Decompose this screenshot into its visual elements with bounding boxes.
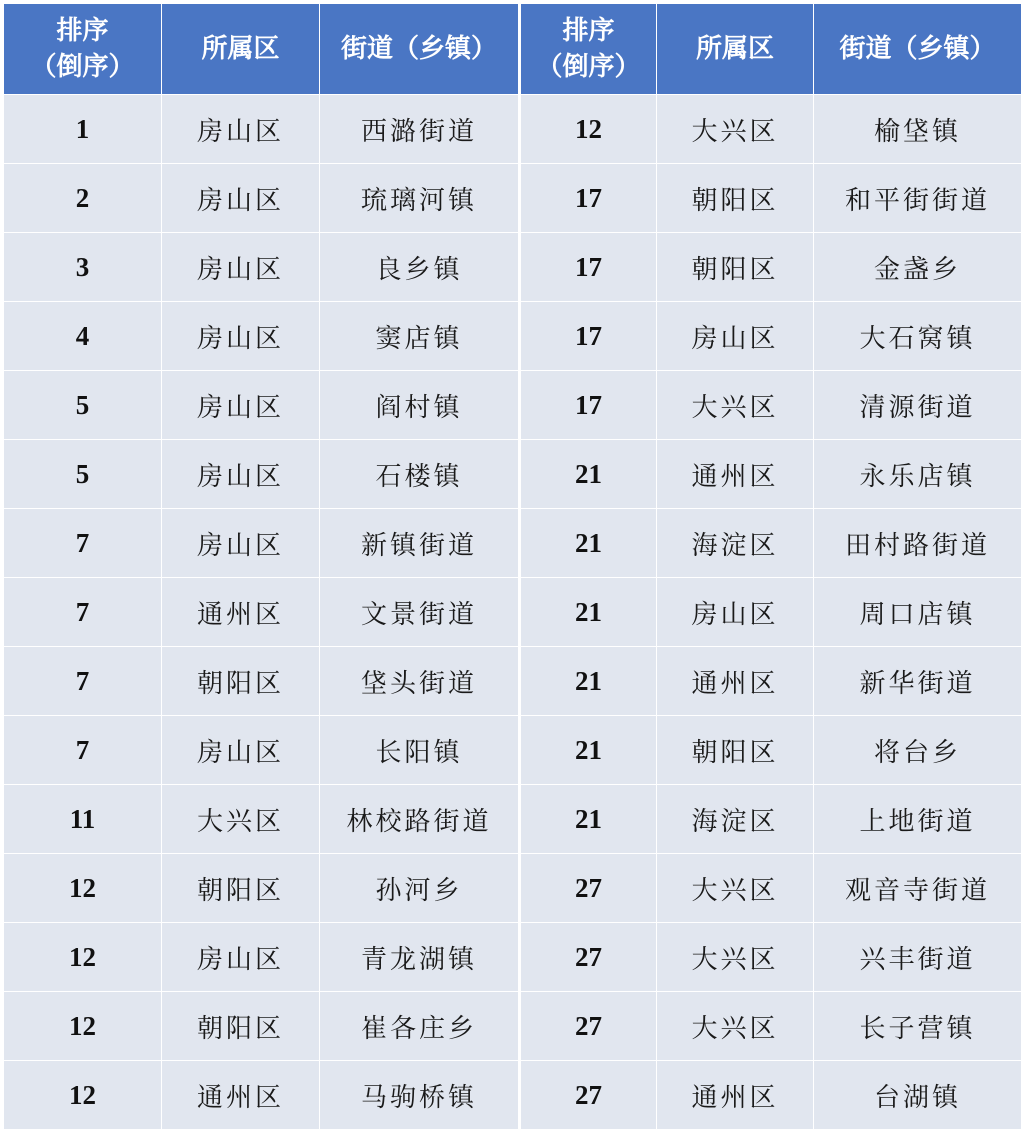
street-cell-right: 兴丰街道 xyxy=(814,923,1022,992)
street-cell-right: 大石窝镇 xyxy=(814,302,1022,371)
district-cell-right: 朝阳区 xyxy=(657,233,814,302)
street-cell-right: 台湖镇 xyxy=(814,1061,1022,1130)
street-cell-left: 青龙湖镇 xyxy=(320,923,520,992)
district-cell-right: 朝阳区 xyxy=(657,716,814,785)
district-cell-left: 房山区 xyxy=(162,302,320,371)
rank-cell-left: 12 xyxy=(4,1061,162,1130)
district-cell-right: 房山区 xyxy=(657,302,814,371)
header-street-right: 街道（乡镇） xyxy=(814,4,1022,95)
street-cell-left: 石楼镇 xyxy=(320,440,520,509)
rank-cell-left: 7 xyxy=(4,647,162,716)
rank-cell-left: 7 xyxy=(4,578,162,647)
table-row xyxy=(4,302,1022,371)
rank-cell-left: 12 xyxy=(4,992,162,1061)
street-cell-left: 良乡镇 xyxy=(320,233,520,302)
street-cell-right: 将台乡 xyxy=(814,716,1022,785)
street-cell-right: 清源街道 xyxy=(814,371,1022,440)
header-rank-right xyxy=(520,4,657,95)
table-header xyxy=(4,4,1022,95)
header-rank-line1: 排序 xyxy=(562,16,615,46)
street-cell-right: 田村路街道 xyxy=(814,509,1022,578)
table-row xyxy=(4,1061,1022,1130)
district-cell-left: 朝阳区 xyxy=(162,992,320,1061)
district-cell-right: 大兴区 xyxy=(657,95,814,164)
district-cell-right: 通州区 xyxy=(657,1061,814,1130)
district-cell-left: 房山区 xyxy=(162,716,320,785)
street-cell-left: 窦店镇 xyxy=(320,302,520,371)
rank-cell-right: 27 xyxy=(520,992,657,1061)
rank-cell-left: 12 xyxy=(4,854,162,923)
district-cell-left: 房山区 xyxy=(162,95,320,164)
district-cell-right: 朝阳区 xyxy=(657,164,814,233)
header-row xyxy=(4,4,1022,95)
table-row xyxy=(4,440,1022,509)
street-cell-left: 林校路街道 xyxy=(320,785,520,854)
street-cell-left: 西潞街道 xyxy=(320,95,520,164)
table-row xyxy=(4,164,1022,233)
rank-cell-right: 27 xyxy=(520,923,657,992)
street-cell-left: 长阳镇 xyxy=(320,716,520,785)
district-cell-left: 房山区 xyxy=(162,371,320,440)
header-rank-line2: （倒序） xyxy=(536,52,641,82)
rank-cell-left: 5 xyxy=(4,371,162,440)
header-rank-line2: （倒序） xyxy=(30,52,135,82)
district-cell-left: 房山区 xyxy=(162,164,320,233)
table-row xyxy=(4,992,1022,1061)
rank-cell-right: 27 xyxy=(520,1061,657,1130)
district-cell-left: 房山区 xyxy=(162,509,320,578)
district-cell-right: 房山区 xyxy=(657,578,814,647)
street-cell-right: 和平街街道 xyxy=(814,164,1022,233)
district-cell-left: 朝阳区 xyxy=(162,647,320,716)
rank-cell-left: 7 xyxy=(4,716,162,785)
street-cell-left: 琉璃河镇 xyxy=(320,164,520,233)
district-cell-left: 房山区 xyxy=(162,440,320,509)
district-cell-right: 大兴区 xyxy=(657,923,814,992)
street-cell-right: 长子营镇 xyxy=(814,992,1022,1061)
street-cell-right: 周口店镇 xyxy=(814,578,1022,647)
rank-cell-right: 12 xyxy=(520,95,657,164)
street-cell-right: 永乐店镇 xyxy=(814,440,1022,509)
rank-cell-left: 7 xyxy=(4,509,162,578)
rank-cell-right: 21 xyxy=(520,647,657,716)
street-cell-left: 马驹桥镇 xyxy=(320,1061,520,1130)
table-row xyxy=(4,854,1022,923)
header-street-left: 街道（乡镇） xyxy=(320,4,520,95)
header-rank-left xyxy=(4,4,162,95)
table-row xyxy=(4,233,1022,302)
district-cell-right: 海淀区 xyxy=(657,785,814,854)
table-row xyxy=(4,578,1022,647)
rank-cell-left: 2 xyxy=(4,164,162,233)
street-cell-right: 上地街道 xyxy=(814,785,1022,854)
street-cell-left: 垡头街道 xyxy=(320,647,520,716)
header-district-right: 所属区 xyxy=(657,4,814,95)
street-cell-right: 金盏乡 xyxy=(814,233,1022,302)
street-cell-left: 阎村镇 xyxy=(320,371,520,440)
rank-cell-right: 17 xyxy=(520,164,657,233)
district-cell-right: 海淀区 xyxy=(657,509,814,578)
district-cell-right: 大兴区 xyxy=(657,854,814,923)
district-cell-left: 通州区 xyxy=(162,578,320,647)
header-rank-line1: 排序 xyxy=(56,16,109,46)
rank-cell-left: 12 xyxy=(4,923,162,992)
rank-cell-right: 27 xyxy=(520,854,657,923)
street-cell-left: 新镇街道 xyxy=(320,509,520,578)
rank-cell-right: 21 xyxy=(520,578,657,647)
rank-cell-right: 17 xyxy=(520,233,657,302)
street-cell-left: 崔各庄乡 xyxy=(320,992,520,1061)
district-cell-left: 通州区 xyxy=(162,1061,320,1130)
district-cell-left: 房山区 xyxy=(162,923,320,992)
rank-cell-right: 21 xyxy=(520,716,657,785)
rank-cell-left: 5 xyxy=(4,440,162,509)
header-district-left: 所属区 xyxy=(162,4,320,95)
street-cell-right: 新华街道 xyxy=(814,647,1022,716)
table-row xyxy=(4,923,1022,992)
rank-cell-right: 17 xyxy=(520,302,657,371)
rank-cell-left: 1 xyxy=(4,95,162,164)
table-row xyxy=(4,509,1022,578)
table-row xyxy=(4,716,1022,785)
district-cell-right: 大兴区 xyxy=(657,992,814,1061)
district-cell-left: 房山区 xyxy=(162,233,320,302)
rank-cell-left: 4 xyxy=(4,302,162,371)
rank-cell-right: 21 xyxy=(520,440,657,509)
table-body xyxy=(4,95,1022,1130)
street-cell-right: 观音寺街道 xyxy=(814,854,1022,923)
table-row xyxy=(4,371,1022,440)
street-cell-right: 榆垡镇 xyxy=(814,95,1022,164)
rank-cell-left: 11 xyxy=(4,785,162,854)
table-row xyxy=(4,785,1022,854)
district-cell-right: 通州区 xyxy=(657,440,814,509)
rank-cell-right: 21 xyxy=(520,509,657,578)
rank-cell-right: 17 xyxy=(520,371,657,440)
table-row xyxy=(4,95,1022,164)
district-cell-left: 朝阳区 xyxy=(162,854,320,923)
ranking-table xyxy=(3,3,1022,1130)
table-row xyxy=(4,647,1022,716)
street-cell-left: 孙河乡 xyxy=(320,854,520,923)
district-cell-right: 通州区 xyxy=(657,647,814,716)
rank-cell-left: 3 xyxy=(4,233,162,302)
district-cell-left: 大兴区 xyxy=(162,785,320,854)
rank-cell-right: 21 xyxy=(520,785,657,854)
ranking-table-container xyxy=(3,3,1021,1131)
district-cell-right: 大兴区 xyxy=(657,371,814,440)
street-cell-left: 文景街道 xyxy=(320,578,520,647)
